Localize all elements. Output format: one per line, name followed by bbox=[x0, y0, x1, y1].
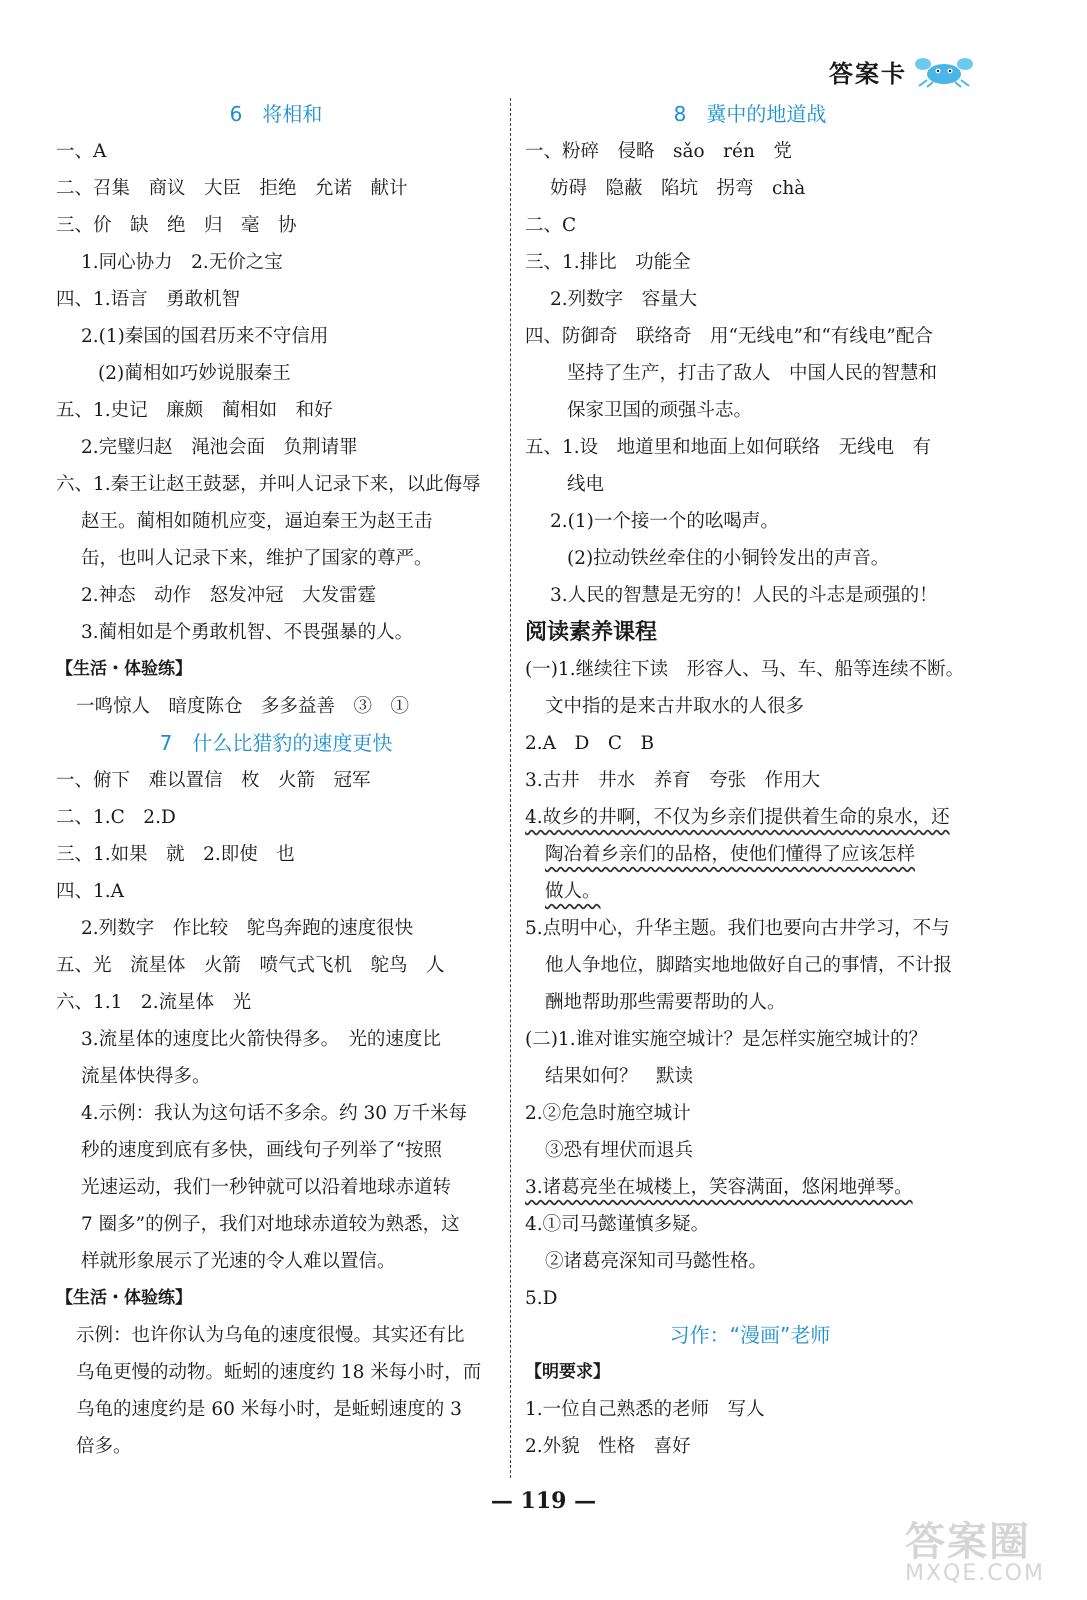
answer-line: 四、1.语言 勇敢机智 bbox=[56, 289, 241, 310]
left-column bbox=[56, 96, 496, 1465]
crab-icon bbox=[913, 54, 975, 88]
section-title: 8 冀中的地道战 bbox=[673, 102, 827, 126]
answer-line: 三、价 缺 绝 归 毫 协 bbox=[56, 215, 297, 236]
answer-line: (二)1.谁对谁实施空城计？是怎样实施空城计的？ bbox=[525, 1029, 928, 1050]
answer-line: 7 圈多”的例子，我们对地球赤道较为熟悉，这 bbox=[81, 1214, 460, 1235]
bracket-heading: 【生活・体验练】 bbox=[56, 659, 192, 679]
right-column bbox=[525, 96, 975, 1465]
answer-line: 四、防御奇 联络奇 用“无线电”和“有线电”配合 bbox=[525, 326, 933, 347]
answer-line: 六、1.1 2.流星体 光 bbox=[56, 992, 252, 1013]
answer-line: 线电 bbox=[567, 474, 605, 495]
answer-line: 2.②危急时施空城计 bbox=[525, 1103, 691, 1124]
answer-line: 倍多。 bbox=[76, 1436, 132, 1457]
section-title: 7 什么比猎豹的速度更快 bbox=[159, 731, 393, 755]
answer-line: 秒的速度到底有多快，画线句子列举了“按照 bbox=[81, 1140, 442, 1161]
answer-line: (一)1.继续往下读 形容人、马、车、船等连续不断。 bbox=[525, 659, 965, 680]
bracket-heading: 【生活・体验练】 bbox=[56, 1288, 192, 1308]
answer-line: 陶冶着乡亲们的品格，使他们懂得了应该怎样 bbox=[545, 844, 916, 865]
answer-line: 五、1.史记 廉颇 蔺相如 和好 bbox=[56, 400, 333, 421]
answer-line: 赵王。蔺相如随机应变，逼迫秦王为赵王击 bbox=[81, 511, 433, 532]
answer-line: 妨碍 隐蔽 陷坑 拐弯 chà bbox=[550, 178, 806, 199]
answer-line: 2.完璧归赵 渑池会面 负荆请罪 bbox=[81, 437, 358, 458]
answer-line: 2.A D C B bbox=[525, 733, 655, 754]
answer-line: 文中指的是来古井取水的人很多 bbox=[545, 696, 805, 717]
answer-line: 乌龟更慢的动物。蚯蚓的速度约 18 米每小时，而 bbox=[76, 1362, 482, 1383]
answer-line: 2.列数字 容量大 bbox=[550, 289, 698, 310]
answer-line: 五、1.设 地道里和地面上如何联络 无线电 有 bbox=[525, 437, 932, 458]
answer-line: 二、C bbox=[525, 215, 577, 236]
answer-line: 2.神态 动作 怒发冲冠 大发雷霆 bbox=[81, 585, 377, 606]
answer-line: 2.外貌 性格 喜好 bbox=[525, 1436, 691, 1457]
answer-line: 5.点明中心，升华主题。我们也要向古井学习，不与 bbox=[525, 918, 950, 939]
answer-line: 三、1.排比 功能全 bbox=[525, 252, 691, 273]
answer-line: 结果如何？ 默读 bbox=[545, 1066, 694, 1087]
answer-line: 一鸣惊人 暗度陈仓 多多益善 ③ ① bbox=[76, 696, 410, 717]
section-title: 习作：“漫画”老师 bbox=[669, 1323, 831, 1347]
answer-line: 2.列数字 作比较 鸵鸟奔跑的速度很快 bbox=[81, 918, 414, 939]
chapter-heading: 阅读素养课程 bbox=[525, 620, 658, 645]
answer-card-header bbox=[829, 52, 975, 90]
answer-line: ③恐有埋伏而退兵 bbox=[545, 1140, 694, 1161]
answer-line: 示例：也许你认为乌龟的速度很慢。其实还有比 bbox=[76, 1325, 465, 1346]
page-number: — 119 — bbox=[490, 1488, 597, 1514]
answer-line: 五、光 流星体 火箭 喷气式飞机 鸵鸟 人 bbox=[56, 955, 445, 976]
watermark-line1: 答案圈 bbox=[905, 1519, 1031, 1565]
answer-line: 保家卫国的顽强斗志。 bbox=[567, 400, 753, 421]
answer-line: 4.故乡的井啊，不仅为乡亲们提供着生命的泉水，还 bbox=[525, 807, 950, 828]
answer-line: 乌龟的速度约是 60 米每小时，是蚯蚓速度的 3 bbox=[76, 1399, 462, 1420]
answer-line: 一、粉碎 侵略 sǎo rén 党 bbox=[525, 141, 792, 162]
answer-line: 3.古井 井水 养育 夸张 作用大 bbox=[525, 770, 821, 791]
answer-line: 光速运动，我们一秒钟就可以沿着地球赤道转 bbox=[81, 1177, 452, 1198]
answer-line: 4.①司马懿谨慎多疑。 bbox=[525, 1214, 710, 1235]
answer-line: 坚持了生产，打击了敌人 中国人民的智慧和 bbox=[567, 363, 938, 384]
answer-line: 一、A bbox=[56, 141, 107, 162]
answer-line: 5.D bbox=[525, 1288, 558, 1309]
answer-line: 4.示例：我认为这句话不多余。约 30 万千米每 bbox=[81, 1103, 467, 1124]
column-divider bbox=[510, 98, 511, 1478]
answer-line: 1.同心协力 2.无价之宝 bbox=[81, 252, 283, 273]
answer-line: ②诸葛亮深知司马懿性格。 bbox=[545, 1251, 768, 1272]
answer-line: 3.流星体的速度比火箭快得多。 光的速度比 bbox=[81, 1029, 441, 1050]
answer-line: 六、1.秦王让赵王鼓瑟，并叫人记录下来，以此侮辱 bbox=[56, 474, 481, 495]
answer-line: (2)拉动铁丝牵住的小铜铃发出的声音。 bbox=[567, 548, 890, 569]
answer-line: 2.(1)秦国的国君历来不守信用 bbox=[81, 326, 329, 347]
watermark-line2: MXQE.COM bbox=[905, 1561, 1045, 1586]
answer-line: 三、1.如果 就 2.即使 也 bbox=[56, 844, 295, 865]
answer-line: 流星体快得多。 bbox=[81, 1066, 211, 1087]
answer-line: 四、1.A bbox=[56, 881, 125, 902]
answer-line: 一、俯下 难以置信 枚 火箭 冠军 bbox=[56, 770, 371, 791]
answer-line: 3.诸葛亮坐在城楼上，笑容满面，悠闲地弹琴。 bbox=[525, 1177, 913, 1198]
header-label: 答案卡 bbox=[829, 59, 907, 88]
answer-line: 2.(1)一个接一个的吆喝声。 bbox=[550, 511, 779, 532]
answer-line: (2)蔺相如巧妙说服秦王 bbox=[98, 363, 291, 384]
answer-line: 做人。 bbox=[545, 881, 601, 902]
answer-line: 二、召集 商议 大臣 拒绝 允诺 献计 bbox=[56, 178, 408, 199]
answer-line: 酬地帮助那些需要帮助的人。 bbox=[545, 992, 786, 1013]
section-title: 6 将相和 bbox=[229, 102, 323, 126]
answer-line: 缶，也叫人记录下来，维护了国家的尊严。 bbox=[81, 548, 433, 569]
bracket-heading: 【明要求】 bbox=[525, 1362, 610, 1382]
answer-line: 3.蔺相如是个勇敢机智、不畏强暴的人。 bbox=[81, 622, 414, 643]
answer-line: 3.人民的智慧是无穷的！人民的斗志是顽强的！ bbox=[550, 585, 938, 606]
answer-line: 二、1.C 2.D bbox=[56, 807, 176, 828]
answer-line: 他人争地位，脚踏实地地做好自己的事情，不计报 bbox=[545, 955, 953, 976]
watermark bbox=[905, 1510, 1065, 1590]
answer-line: 1.一位自己熟悉的老师 写人 bbox=[525, 1399, 765, 1420]
answer-line: 样就形象展示了光速的令人难以置信。 bbox=[81, 1251, 396, 1272]
